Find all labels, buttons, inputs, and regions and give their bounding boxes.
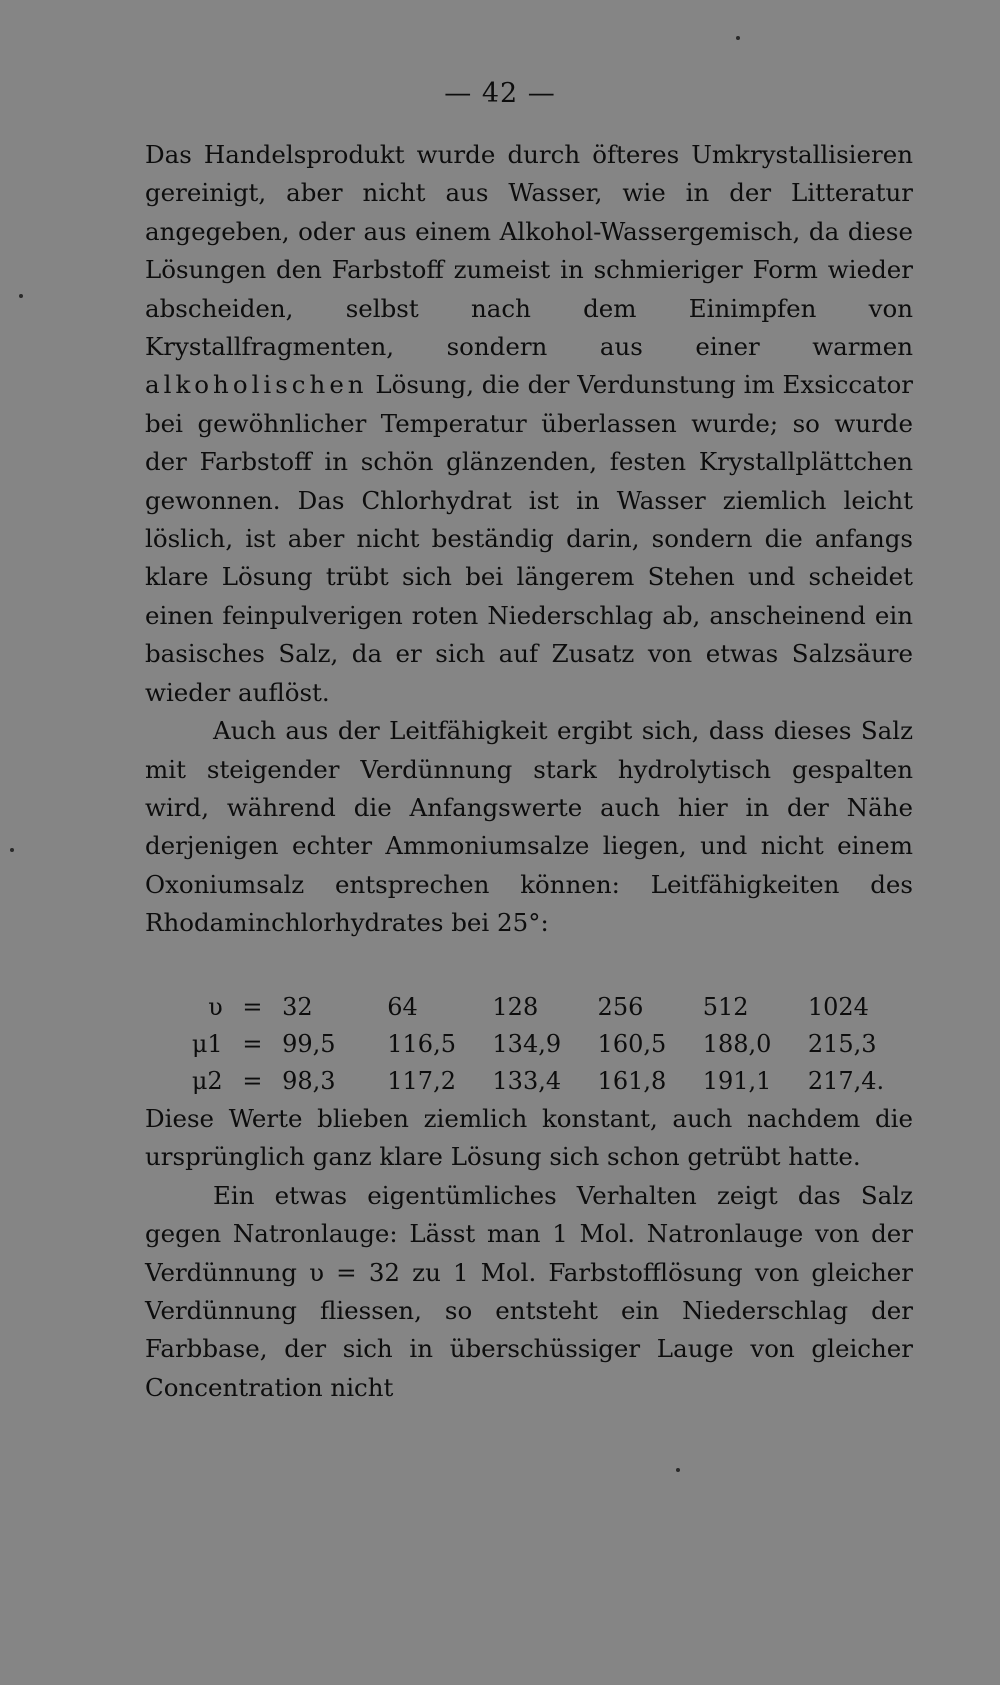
- paragraph-1-continuation: Lösung, die der Verdunstung im Exsiccator bei gewöhnlicher Temperatur überlassen wurde; so wurde der Farbstoff in schön glänzenden, festen Krystallplättchen gewonnen. Das Chlorhydrat ist in Wasser ziemlich leicht löslich, ist aber nicht beständig darin, sondern die anfangs klare Lösung trübt sich bei längerem Stehen und scheidet einen feinpulverigen roten Niederschlag ab, anscheinend ein basisches Salz, da er sich auf Zusatz von etwas Salzsäure wieder auflöst.: [145, 370, 913, 707]
- table-cell: 215,3: [807, 1029, 877, 1058]
- table-row: [145, 1025, 913, 1062]
- table-cell: 256: [597, 992, 644, 1021]
- row-equals: =: [242, 992, 263, 1021]
- text-block-upper: [145, 136, 913, 943]
- scan-speck: [676, 1468, 680, 1472]
- scan-speck: [19, 294, 23, 298]
- table-cell: 217,4.: [807, 1066, 885, 1095]
- table-cell: 160,5: [597, 1029, 667, 1058]
- table-cell: 99,5: [282, 1029, 336, 1058]
- table-cell: 1024: [807, 992, 869, 1021]
- row-symbol: υ: [208, 992, 223, 1021]
- paragraph-2: Auch aus der Leitfähigkeit ergibt sich, dass dieses Salz mit steigender Verdünnung stark hydrolytisch gespalten wird, während die Anfangswerte auch hier in der Nähe derjenigen echter Ammoniumsalze liegen, und nicht einem Oxoniumsalz entsprechen können: Leitfähigkeiten des Rhodaminchlorhydrates bei 25°:: [145, 716, 913, 938]
- table-cell: 512: [702, 992, 749, 1021]
- table-cell: 133,4: [492, 1066, 562, 1095]
- row-equals: =: [242, 1066, 263, 1095]
- row-equals: =: [242, 1029, 263, 1058]
- table-row: [145, 1062, 913, 1099]
- table-cell: 116,5: [387, 1029, 456, 1058]
- table-cell: 32: [282, 992, 313, 1021]
- table-cell: 134,9: [492, 1029, 562, 1058]
- paragraph-1-text: Das Handelsprodukt wurde durch öfteres Umkrystallisieren gereinigt, aber nicht aus Wasser, wie in der Litteratur angegeben, oder aus einem Alkohol-Wassergemisch, da diese Lösungen den Farbstoff zumeist in schmieriger Form wieder abscheiden, selbst nach dem Einimpfen von Krystallfragmenten, sondern aus einer warmen: [145, 140, 913, 362]
- text-block-lower: [145, 1100, 913, 1407]
- table-cell: 117,2: [387, 1066, 456, 1095]
- row-symbol: μ1: [191, 1029, 223, 1058]
- table-cell: 188,0: [702, 1029, 772, 1058]
- table-cell: 191,1: [702, 1066, 772, 1095]
- page-number: — 42 —: [444, 78, 556, 109]
- table-row: [145, 988, 913, 1025]
- table-cell: 64: [387, 992, 418, 1021]
- emphasized-word: alkoholischen: [145, 370, 368, 400]
- paragraph-3: Diese Werte blieben ziemlich konstant, auch nachdem die ursprünglich ganz klare Lösung sich schon getrübt hatte.: [145, 1104, 913, 1172]
- table-cell: 161,8: [597, 1066, 667, 1095]
- scan-speck: [736, 36, 740, 40]
- table-cell: 128: [492, 992, 539, 1021]
- scan-speck: [10, 848, 14, 852]
- paragraph-4: Ein etwas eigentümliches Verhalten zeigt das Salz gegen Natronlauge: Lässt man 1 Mol. Natronlauge von der Verdünnung υ = 32 zu 1 Mol. Farbstofflösung von gleicher Verdünnung fliessen, so entsteht ein Niederschlag der Farbbase, der sich in überschüssiger Lauge von gleicher Concentration nicht: [145, 1180, 913, 1402]
- paragraph-1: [145, 136, 913, 712]
- row-symbol: μ2: [191, 1066, 223, 1095]
- table-cell: 98,3: [282, 1066, 336, 1095]
- conductivity-table: [145, 988, 913, 1099]
